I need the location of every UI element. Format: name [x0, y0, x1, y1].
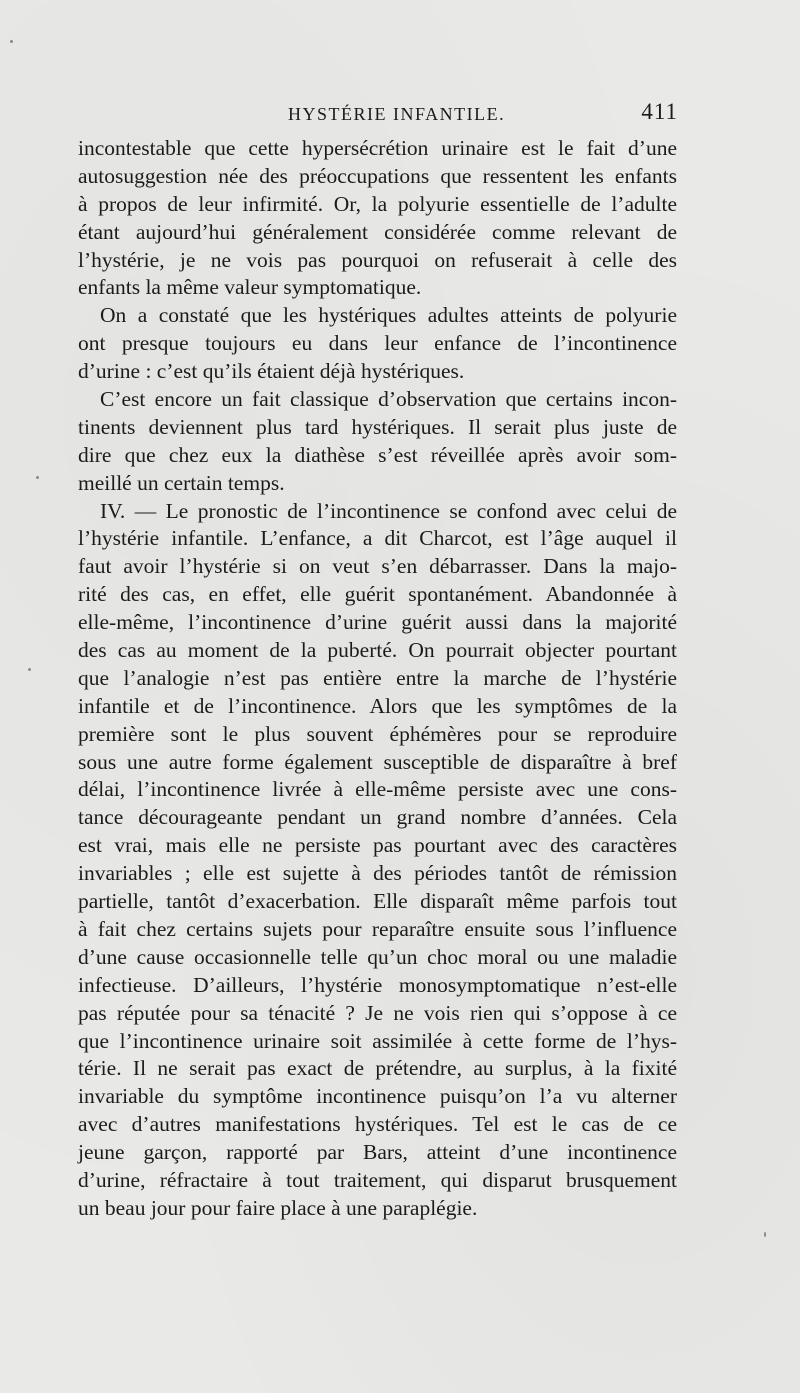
text-line: elle-même, l’incontinence d’urine guérit aussi dans la majorité: [78, 610, 677, 635]
text-line: infantile et de l’incontinence. Alors que les symptômes de la: [78, 693, 677, 718]
text-line: térie. Il ne serait pas exact de prétendre, au surplus, à la fixité: [78, 1056, 677, 1081]
text-line: meillé un certain temps.: [78, 470, 285, 495]
text-line: d’urine : c’est qu’ils étaient déjà hystériques.: [78, 359, 465, 384]
text-line: à fait chez certains sujets pour reparaître ensuite sous l’influence: [78, 916, 677, 941]
text-line: l’hystérie infantile. L’enfance, a dit Charcot, est l’âge auquel il: [78, 526, 677, 551]
text-line: invariable du symptôme incontinence puisqu’on l’a vu alterner: [78, 1084, 677, 1109]
text-line: faut avoir l’hystérie si on veut s’en débarrasser. Dans la majo-: [78, 554, 677, 579]
body-text: [78, 135, 677, 1223]
text-line: pas réputée pour sa ténacité ? Je ne vois rien qui s’oppose à ce: [78, 1000, 677, 1025]
page-number: 411: [641, 99, 678, 124]
text-line: infectieuse. D’ailleurs, l’hystérie monosymptomatique n’est-elle: [78, 972, 677, 997]
text-line: l’hystérie, je ne vois pas pourquoi on refuserait à celle des: [78, 247, 677, 272]
text-line: invariables ; elle est sujette à des périodes tantôt de rémission: [78, 861, 677, 886]
text-line: C’est encore un fait classique d’observation que certains incon-: [100, 387, 677, 412]
text-line: étant aujourd’hui généralement considérée comme relevant de: [78, 219, 677, 244]
text-line: tance décourageante pendant un grand nombre d’années. Cela: [78, 805, 677, 830]
text-line: que l’analogie n’est pas entière entre la marche de l’hystérie: [78, 665, 677, 690]
text-line: rité des cas, en effet, elle guérit spontanément. Abandonnée à: [78, 582, 677, 607]
text-line: On a constaté que les hystériques adultes atteints de polyurie: [100, 303, 677, 328]
text-line: à propos de leur infirmité. Or, la polyurie essentielle de l’adulte: [78, 191, 677, 216]
text-line: des cas au moment de la puberté. On pourrait objecter pourtant: [78, 638, 677, 663]
text-line: délai, l’incontinence livrée à elle-même persiste avec une cons-: [78, 777, 677, 802]
text-line: IV. — Le pronostic de l’incontinence se confond avec celui de: [100, 498, 677, 523]
running-head: [78, 100, 678, 128]
text-line: d’une cause occasionnelle telle qu’un choc moral ou une maladie: [78, 944, 677, 969]
text-line: sous une autre forme également susceptible de disparaître à bref: [78, 749, 677, 774]
running-title: HYSTÉRIE INFANTILE.: [288, 104, 506, 124]
paper-speck: [764, 1232, 766, 1237]
text-line: autosuggestion née des préoccupations que ressentent les enfants: [78, 163, 677, 188]
text-line: dire que chez eux la diathèse s’est réveillée après avoir som-: [78, 442, 677, 467]
text-line: que l’incontinence urinaire soit assimilée à cette forme de l’hys-: [78, 1028, 677, 1053]
text-line: jeune garçon, rapporté par Bars, atteint d’une incontinence: [78, 1140, 677, 1165]
paper-speck: [10, 40, 13, 43]
text-line: partielle, tantôt d’exacerbation. Elle disparaît même parfois tout: [78, 889, 677, 914]
paper-speck: [36, 476, 39, 479]
text-line: est vrai, mais elle ne persiste pas pourtant avec des caractères: [78, 833, 677, 858]
text-line: première sont le plus souvent éphémères pour se reproduire: [78, 721, 677, 746]
text-line: tinents deviennent plus tard hystériques. Il serait plus juste de: [78, 414, 677, 439]
text-line: un beau jour pour faire place à une paraplégie.: [78, 1195, 478, 1220]
text-line: enfants la même valeur symptomatique.: [78, 275, 422, 300]
text-line: d’urine, réfractaire à tout traitement, qui disparut brusquement: [78, 1167, 677, 1192]
text-line: avec d’autres manifestations hystériques. Tel est le cas de ce: [78, 1112, 677, 1137]
paper-speck: [28, 668, 31, 671]
text-line: ont presque toujours eu dans leur enfance de l’incontinence: [78, 331, 677, 356]
text-line: incontestable que cette hypersécrétion urinaire est le fait d’une: [78, 136, 677, 160]
